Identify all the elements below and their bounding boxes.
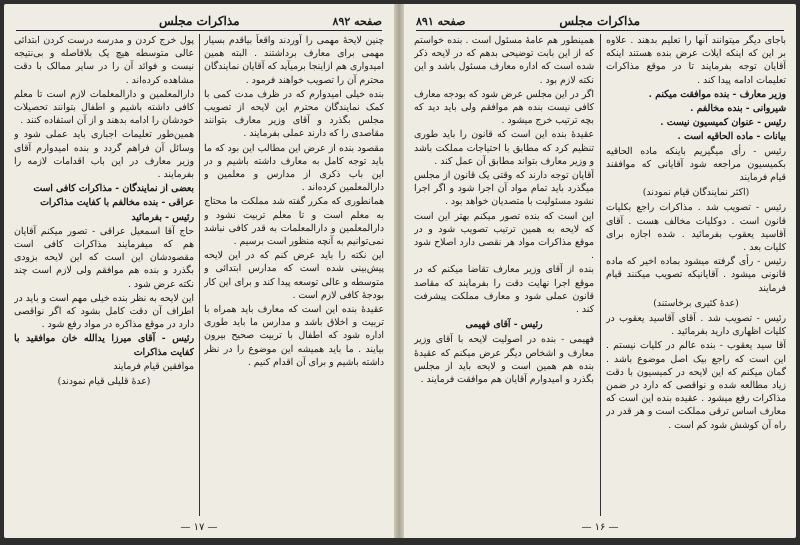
vote-note: (اکثر نمایندگان قیام نمودند) bbox=[642, 187, 750, 199]
paragraph: همانطوری که مکرر گفته شد مملکت ما محتاج به معلم است و تا معلم تربیت نشود و دارالمعلمین و دارالمعلمات به قدر کافی نباشد نمی‌توانیم به آنچه منظور است برسیم . bbox=[204, 196, 384, 248]
paragraph: بنده از آقای وزیر معارف تقاضا میکنم که در موقع اجرا نهایت دقت را بفرمایند که مقاصد قانون عملی شود و معارف مملکت پیشرفت کند . bbox=[414, 264, 594, 316]
vote-note: (عدهٔ کثیری برخاستند) bbox=[653, 297, 739, 309]
paragraph: عقیدهٔ بنده این است که قانون را باید طوری تنظیم کرد که مطابق با احتیاجات مملکت باشد و وزیر معارف بتواند مطابق آن عمل کند . bbox=[414, 129, 594, 167]
paragraph: پول خرج کردن و مدرسه درست کردن ابتدائی عالی متوسطه هیچ یک بلافاصله و بی‌نتیجه نیست و فوائد آن را در سایر ممالک با دقت مشاهده کرده‌اند . bbox=[14, 35, 194, 86]
paragraph: رئیس - تصویب شد . مذاکرات راجع بکلیات قانون است . دوکلیات مخالف هست . آقای آقاسید یعقوب بفرمائید . شده اجازه برای کلیات بعد . bbox=[606, 202, 786, 254]
paragraph: بنده خیلی امیدوارم که در ظرف مدت کمی با کمک نمایندگان محترم این لایحه از تصویب مجلس بگذرد و آقای وزیر معارف بتوانند مقاصدی را که دارند عملی بفرمایند . bbox=[204, 88, 384, 140]
paragraph: باجای دیگر میتوانند آنها را تعلیم بدهند . علاوه بر این که اینکه ایلات عرض بنده هستند اینکه آقایان توجه بفرمایند تا در موقع مذاکرات تعلیمات ادامه پیدا کند . bbox=[606, 35, 786, 86]
paragraph: آقا سید یعقوب - بنده عالم در کلیات نیستم . این است که راجع بیک اصل موضوع باشد . گمان میکنم که این لایحه در کمیسیون با دقت زیاد مطالعه شده و نواقصی که دارد در ضمن مذاکرات رفع میشود . عقیده بنده این است که معارف اساس ترقی مملکت است و هر قدر در راه آن کوشش شود کم است . bbox=[606, 340, 786, 431]
page-header bbox=[16, 12, 382, 31]
page-footer: — ۱۶ — bbox=[581, 522, 619, 533]
speaker-line: رئیس - عنوان کمیسیون نیست . bbox=[660, 117, 786, 129]
paragraph: رئیس - تصویب شد . آقای آقاسید یعقوب در کلیات اظهاری دارید بفرمائید . bbox=[606, 313, 786, 338]
running-title: مذاکرات مجلس bbox=[158, 14, 240, 28]
page-number: صفحه ۸۹۱ bbox=[416, 14, 466, 28]
book-gutter bbox=[394, 4, 404, 538]
paragraph: این لایحه به نظر بنده خیلی مهم است و باید در اطراف آن دقت کامل بشود که اگر نواقصی دارد در موقع مذاکره در مواد رفع شود . bbox=[14, 292, 194, 331]
page-891 bbox=[404, 4, 796, 538]
speaker-line: بعضی از نمایندگان - مذاکرات کافی است bbox=[33, 183, 194, 195]
paragraph: آقایان توجه دارند که وقتی یک قانون از مجلس میگذرد باید تمام مواد آن اجرا شود و اگر اجرا نشود مسئولیت با متصدیان خواهد بود . bbox=[414, 170, 594, 208]
paragraph: حاج آقا اسمعیل عراقی - تصور میکنم آقایان هم که میفرمایند مذاکرات کافی است مقصودشان این است که این لایحه بزودی بگذرد و بنده هم موافقم ولی لازم است چند نکته عرض شود . bbox=[14, 225, 194, 290]
page-header bbox=[416, 12, 784, 31]
paragraph: رئیس - رأی میگیریم باینکه ماده الحاقیه بکمیسیون مراجعه شود آقایانی که موافقند قیام فرمایند bbox=[606, 145, 786, 184]
paragraph: موافقین قیام فرمایند bbox=[113, 360, 194, 372]
text-column-right bbox=[606, 34, 786, 516]
speaker-line: عراقی - بنده مخالفم با کفایت مذاکرات bbox=[40, 197, 194, 209]
paragraph: چنین لایحهٔ مهمی را آوردند واقعاً بیاقدم بسیار مهمی برای معارف برداشتند . البته همین امیدواری هم ازاینجا برمیآید که آقایان نمایندگان محترم آن را تصویب خواهند فرمود . bbox=[204, 35, 384, 86]
text-column-left bbox=[14, 34, 194, 516]
paragraph: این نکته را باید عرض کنم که در این لایحه پیش‌بینی شده است که مدارس ابتدائی و متوسطه و عالی توسعه پیدا کند و برای این کار بودجهٔ کافی لازم است . bbox=[204, 250, 384, 301]
paragraph: دارالمعلمین و دارالمعلمات لازم است تا معلم کافی داشته باشیم و اطفال بتوانند تحصیلات خودشان را ادامه بدهند و از آن استفاده کنند . bbox=[14, 88, 194, 127]
vote-note: (عدهٔ قلیلی قیام نمودند) bbox=[57, 376, 151, 388]
speaker-line: رئیس - آقای فهیمی bbox=[465, 319, 543, 331]
paragraph: همین‌طور تعلیمات اجباری باید عملی شود و وسائل آن فراهم گردد و بنده امیدوارم آقای وزیر معارف در این باب اقدامات لازمه را بفرمایند . bbox=[14, 129, 194, 181]
column-divider bbox=[600, 34, 601, 516]
page-number: صفحه ۸۹۲ bbox=[332, 14, 382, 28]
speaker-line: رئیس - بفرمائید bbox=[131, 211, 194, 223]
page-footer: — ۱۷ — bbox=[180, 522, 218, 533]
speaker-line: وزیر معارف - بنده موافقت میکنم . bbox=[648, 88, 786, 100]
paragraph: همینطور هم عامهٔ مسئول است . بنده خواستم که از این بابت توضیحی بدهم که در لایحه ذکر شده است که اداره معارف مسئول باشد و این نکته لازم بود . bbox=[414, 35, 594, 86]
column-divider bbox=[199, 34, 200, 516]
page-892 bbox=[4, 4, 394, 538]
paragraph: فهیمی - بنده در اصولیت لایحه با آقای وزیر معارف و اشخاص دیگر عرض میکنم که عقیدهٔ بنده هم همین است و لایحه باید از مجلس بگذرد و امیدوارم آقایان هم موافقت فرمایند . bbox=[414, 334, 594, 386]
paragraph: این است که بنده تصور میکنم بهتر این است که لایحه به همین ترتیب تصویب شود و در موقع مذاکرات مواد هر نقصی دارد اصلاح شود . bbox=[414, 210, 594, 262]
speaker-line: بیانات - ماده الحاقیه است . bbox=[677, 131, 786, 143]
paragraph: اگر در این مجلس عرض شود که بودجه معارف کافی نیست بنده هم موافقم ولی باید دید که بچه ترتیب خرج میشود . bbox=[414, 88, 594, 127]
running-title: مذاکرات مجلس bbox=[559, 14, 641, 28]
text-column-left bbox=[414, 34, 594, 516]
text-column-right bbox=[204, 34, 384, 516]
paragraph: عقیدهٔ بنده این است که معارف باید همراه با تربیت و اخلاق باشد و مدارس ما باید طوری اداره شود که اطفال با تربیت صحیح بیرون بیایند . ما باید همیشه این موضوع را در نظر داشته باشیم و برای آن اقدام کنیم . bbox=[204, 304, 384, 368]
speaker-line: شیروانی - بنده مخالفم . bbox=[690, 103, 786, 115]
paragraph: رئیس - رأی گرفته میشود بماده اخیر که ماده قانونی میشود . آقایانیکه تصویب میکنند قیام فرمایند bbox=[606, 256, 786, 294]
paragraph: مقصود بنده از عرض این مطالب این بود که ما باید توجه کامل به معارف داشته باشیم و در این باب ذکری از مدارس و معلمین و دارالمعلمین کرده‌اند . bbox=[204, 142, 384, 194]
speaker-line: رئیس - آقای میرزا یدالله خان موافقید با کفایت مذاکرات bbox=[14, 333, 194, 358]
